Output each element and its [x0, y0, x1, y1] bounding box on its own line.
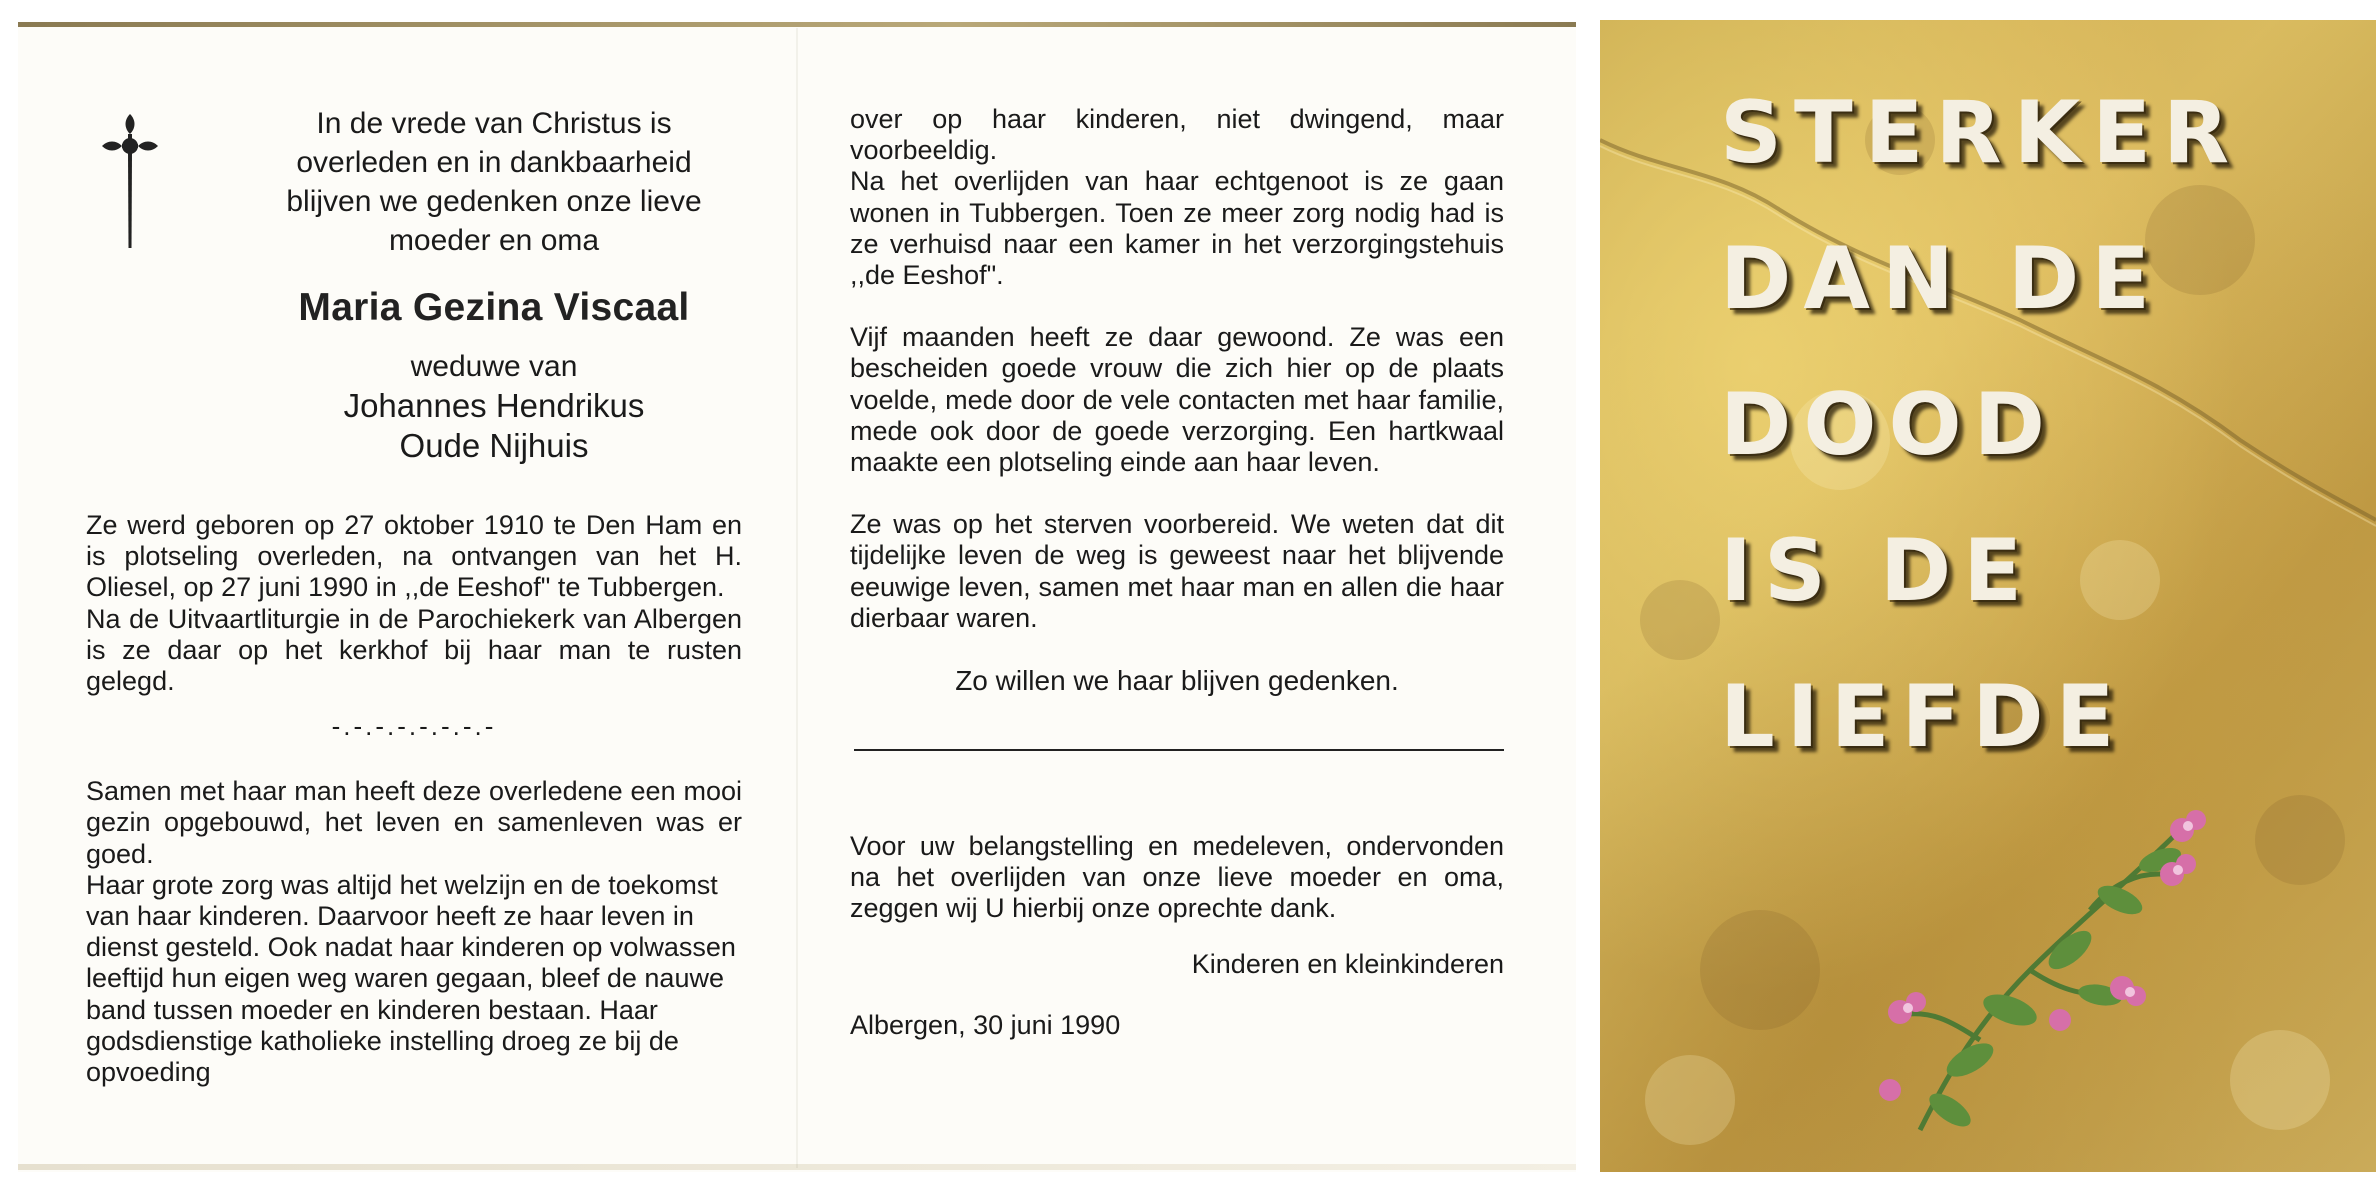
intro-line: overleden en in dankbaarheid	[296, 146, 692, 179]
section-separator: -.-.-.-.-.-.-.-	[331, 711, 497, 742]
thanks-paragraph: Voor uw belangstelling en medeleven, ondervonden na het overlijden van onze lieve moeder en oma, zeggen wij U hierbij onze oprechte dank.	[850, 831, 1504, 924]
signature: Kinderen en kleinkinderen	[1191, 948, 1504, 979]
slogan-line: DAN DE	[1720, 229, 2162, 329]
widow-of-label: weduwe van	[410, 350, 578, 383]
continuation-paragraph: over op haar kinderen, niet dwingend, maar voorbeeldig.	[850, 104, 1504, 166]
slogan-line: STERKER	[1720, 83, 2242, 183]
deceased-name: Maria Gezina Viscaal	[298, 286, 690, 329]
husband-line: Johannes Hendrikus	[343, 387, 645, 424]
slogan-line: LIEFDE	[1720, 667, 2127, 767]
husband-name	[86, 386, 742, 466]
husband-line: Oude Nijhuis	[399, 427, 589, 464]
move-paragraph: Na het overlijden van haar echtgenoot is ze gaan wonen in Tubbergen. Toen ze meer zorg nodig had is ze verhuisd naar een kamer in het verzorgingstehuis ,,de Eeshof".	[850, 166, 1504, 291]
stone-photo	[1600, 20, 2376, 1172]
prepared-paragraph: Ze was op het sterven voorbereid. We weten dat dit tijdelijke leven de weg is geweest naar het blijvende eeuwige leven, samen met haar man en allen die haar dierbaar waren.	[850, 509, 1504, 633]
intro-line: In de vrede van Christus is	[316, 107, 672, 140]
top-border	[18, 22, 1576, 27]
slogan-line: DOOD	[1720, 375, 2057, 475]
slogan-line: IS DE	[1720, 521, 2035, 621]
slogan-letters	[1720, 60, 2360, 790]
left-column	[86, 104, 742, 1088]
flowers-icon	[1860, 790, 2280, 1150]
remember-line: Zo willen we haar blijven gedenken.	[955, 665, 1399, 697]
card-fold	[796, 28, 798, 1168]
birth-paragraph: Ze werd geboren op 27 oktober 1910 te Den Ham en is plotseling overleden, na ontvangen van het H. Oliesel, op 27 juni 1990 in ,,de Eeshof" te Tubbergen.	[86, 510, 742, 603]
intro-text	[86, 104, 742, 260]
intro-line: blijven we gedenken onze lieve	[286, 185, 702, 218]
intro-line: moeder en oma	[388, 224, 600, 257]
five-months-paragraph: Vijf maanden heeft ze daar gewoond. Ze was een bescheiden goede vrouw die zich hier op de plaats voelde, mede door de vele contacten met haar familie, mede ook door de goede verzorging. Een hartkwaal maakte een plotseling einde aan haar leven.	[850, 322, 1504, 478]
funeral-paragraph: Na de Uitvaartliturgie in de Parochiekerk van Albergen is ze daar op het kerkhof bij haar man te rusten gelegd.	[86, 603, 742, 697]
family-paragraph: Samen met haar man heeft deze overledene een mooi gezin opgebouwd, het leven en samenleven was er goed.	[86, 776, 742, 869]
place-date: Albergen, 30 juni 1990	[850, 1009, 1121, 1040]
right-column	[850, 104, 1504, 1041]
care-paragraph: Haar grote zorg was altijd het welzijn en de toekomst van haar kinderen. Daarvoor heeft ze haar leven in dienst gesteld. Ook nadat haar kinderen op volwassen leeftijd hun eigen weg waren gegaan, bleef de nauwe band tussen moeder en kinderen bestaan. Haar godsdienstige katholieke instelling droeg ze bij de opvoeding	[86, 869, 736, 1088]
